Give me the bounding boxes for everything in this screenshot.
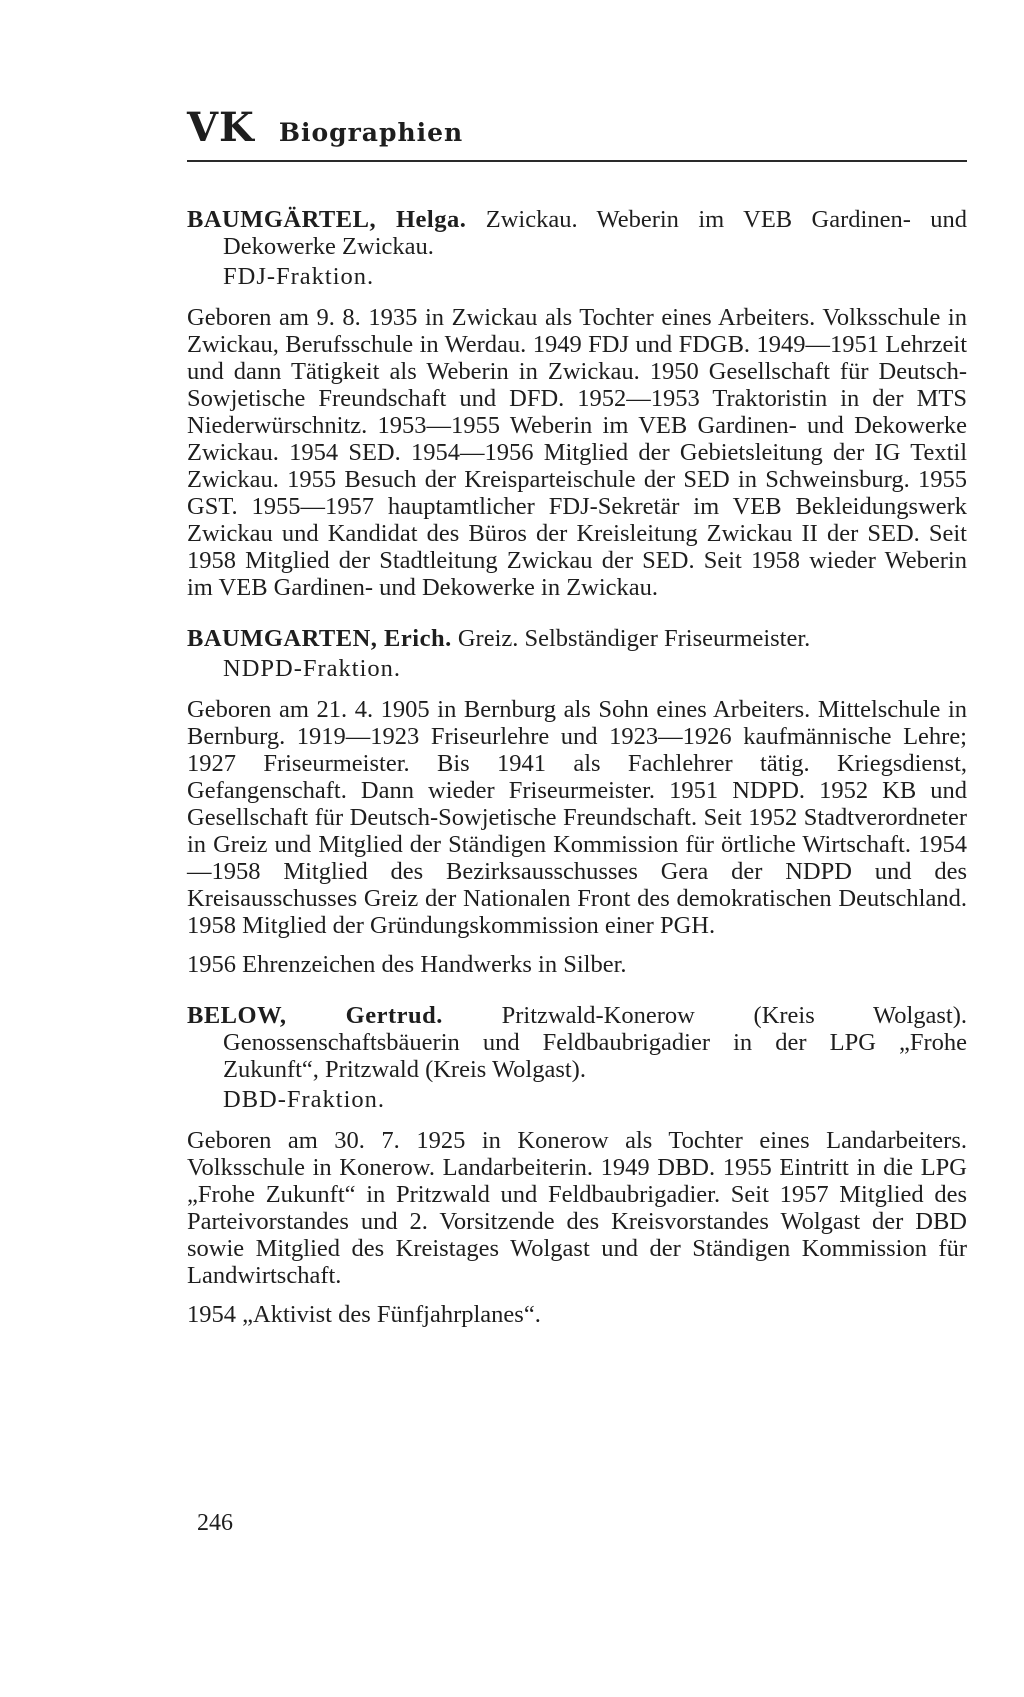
page-header [187, 104, 967, 162]
entry-description: Pritzwald-Konerow (Kreis Wolgast). Genossenschaftsbäuerin und Feldbaubrigadier in der LPG „Frohe Zukunft“, Pritzwald (Kreis Wolgast). [223, 1002, 968, 1083]
entry-faction: FDJ-Fraktion. [223, 263, 375, 290]
entry-description: Zwickau. Weberin im VEB Gardinen- und Dekowerke Zwickau. [223, 206, 967, 260]
entry-bio: Geboren am 21. 4. 1905 in Bernburg als Sohn eines Arbeiters. Mittelschule in Bernburg. 1919—1923 Friseurlehre und 1923—1926 kaufmännische Lehre; 1927 Friseurmeister. Bis 1941 als Fachlehrer tätig. Kriegsdienst, Gefangenschaft. Dann wieder Friseurmeister. 1951 NDPD. 1952 KB und Gesellschaft für Deutsch-Sowjetische Freundschaft. Seit 1952 Stadtverordneter in Greiz und Mitglied der Ständigen Kommission für örtliche Wirtschaft. 1954—1958 Mitglied des Bezirksausschusses Gera der NDPD und des Kreisausschusses Greiz der Nationalen Front des demokratischen Deutschland. 1958 Mitglied der Gründungskommission einer PGH. [187, 696, 967, 939]
biography-list [187, 206, 967, 1328]
entry-heading [187, 206, 967, 260]
entry-bio: Geboren am 9. 8. 1935 in Zwickau als Tochter eines Arbeiters. Volksschule in Zwickau, Berufsschule in Werdau. 1949 FDJ und FDGB. 1949—1951 Lehrzeit und dann Tätigkeit als Weberin in Zwickau. 1950 Gesellschaft für Deutsch-Sowjetische Freundschaft und DFD. 1952—1953 Traktoristin in der MTS Niederwürschnitz. 1953—1955 Weberin im VEB Gardinen- und Dekowerke Zwickau. 1954 SED. 1954—1956 Mitglied der Gebietsleitung der IG Textil Zwickau. 1955 Besuch der Kreisparteischule der SED in Schweinsburg. 1955 GST. 1955—1957 hauptamtlicher FDJ-Sekretär im VEB Bekleidungswerk Zwickau und Kandidat des Büros der Kreisleitung Zwickau II der SED. Seit 1958 Mitglied der Stadtleitung Zwickau der SED. Seit 1958 wieder Weberin im VEB Gardinen- und Dekowerke in Zwickau. [187, 304, 967, 601]
section-mark: VK [187, 104, 255, 151]
entry-description: Greiz. Selbständiger Friseurmeister. [457, 625, 811, 652]
biography-entry [187, 1002, 967, 1328]
entry-heading [187, 1002, 967, 1083]
page-number: 246 [197, 1510, 233, 1536]
entry-faction: DBD-Fraktion. [223, 1086, 386, 1113]
entry-honors: 1956 Ehrenzeichen des Handwerks in Silber. [187, 951, 627, 978]
entry-honors: 1954 „Aktivist des Fünfjahrplanes“. [187, 1301, 541, 1328]
entry-bio: Geboren am 30. 7. 1925 in Konerow als Tochter eines Landarbeiters. Volksschule in Konerow. Landarbeiterin. 1949 DBD. 1955 Eintritt in die LPG „Frohe Zukunft“ in Pritzwald und Feldbaubrigadier. Seit 1957 Mitglied des Parteivorstandes und 2. Vorsitzende des Kreisvorstandes Wolgast der DBD sowie Mitglied des Kreistages Wolgast und der Ständigen Kommission für Landwirtschaft. [187, 1127, 967, 1289]
entry-heading [187, 625, 967, 652]
section-title: Biographien [278, 118, 464, 147]
biography-entry [187, 206, 967, 601]
entry-name: BAUMGÄRTEL, Helga. [187, 206, 467, 233]
document-page [187, 104, 968, 1352]
biography-entry [187, 625, 967, 978]
entry-name: BAUMGARTEN, Erich. [187, 625, 452, 652]
entry-faction: NDPD-Fraktion. [223, 655, 402, 682]
entry-name: BELOW, Gertrud. [187, 1002, 443, 1029]
